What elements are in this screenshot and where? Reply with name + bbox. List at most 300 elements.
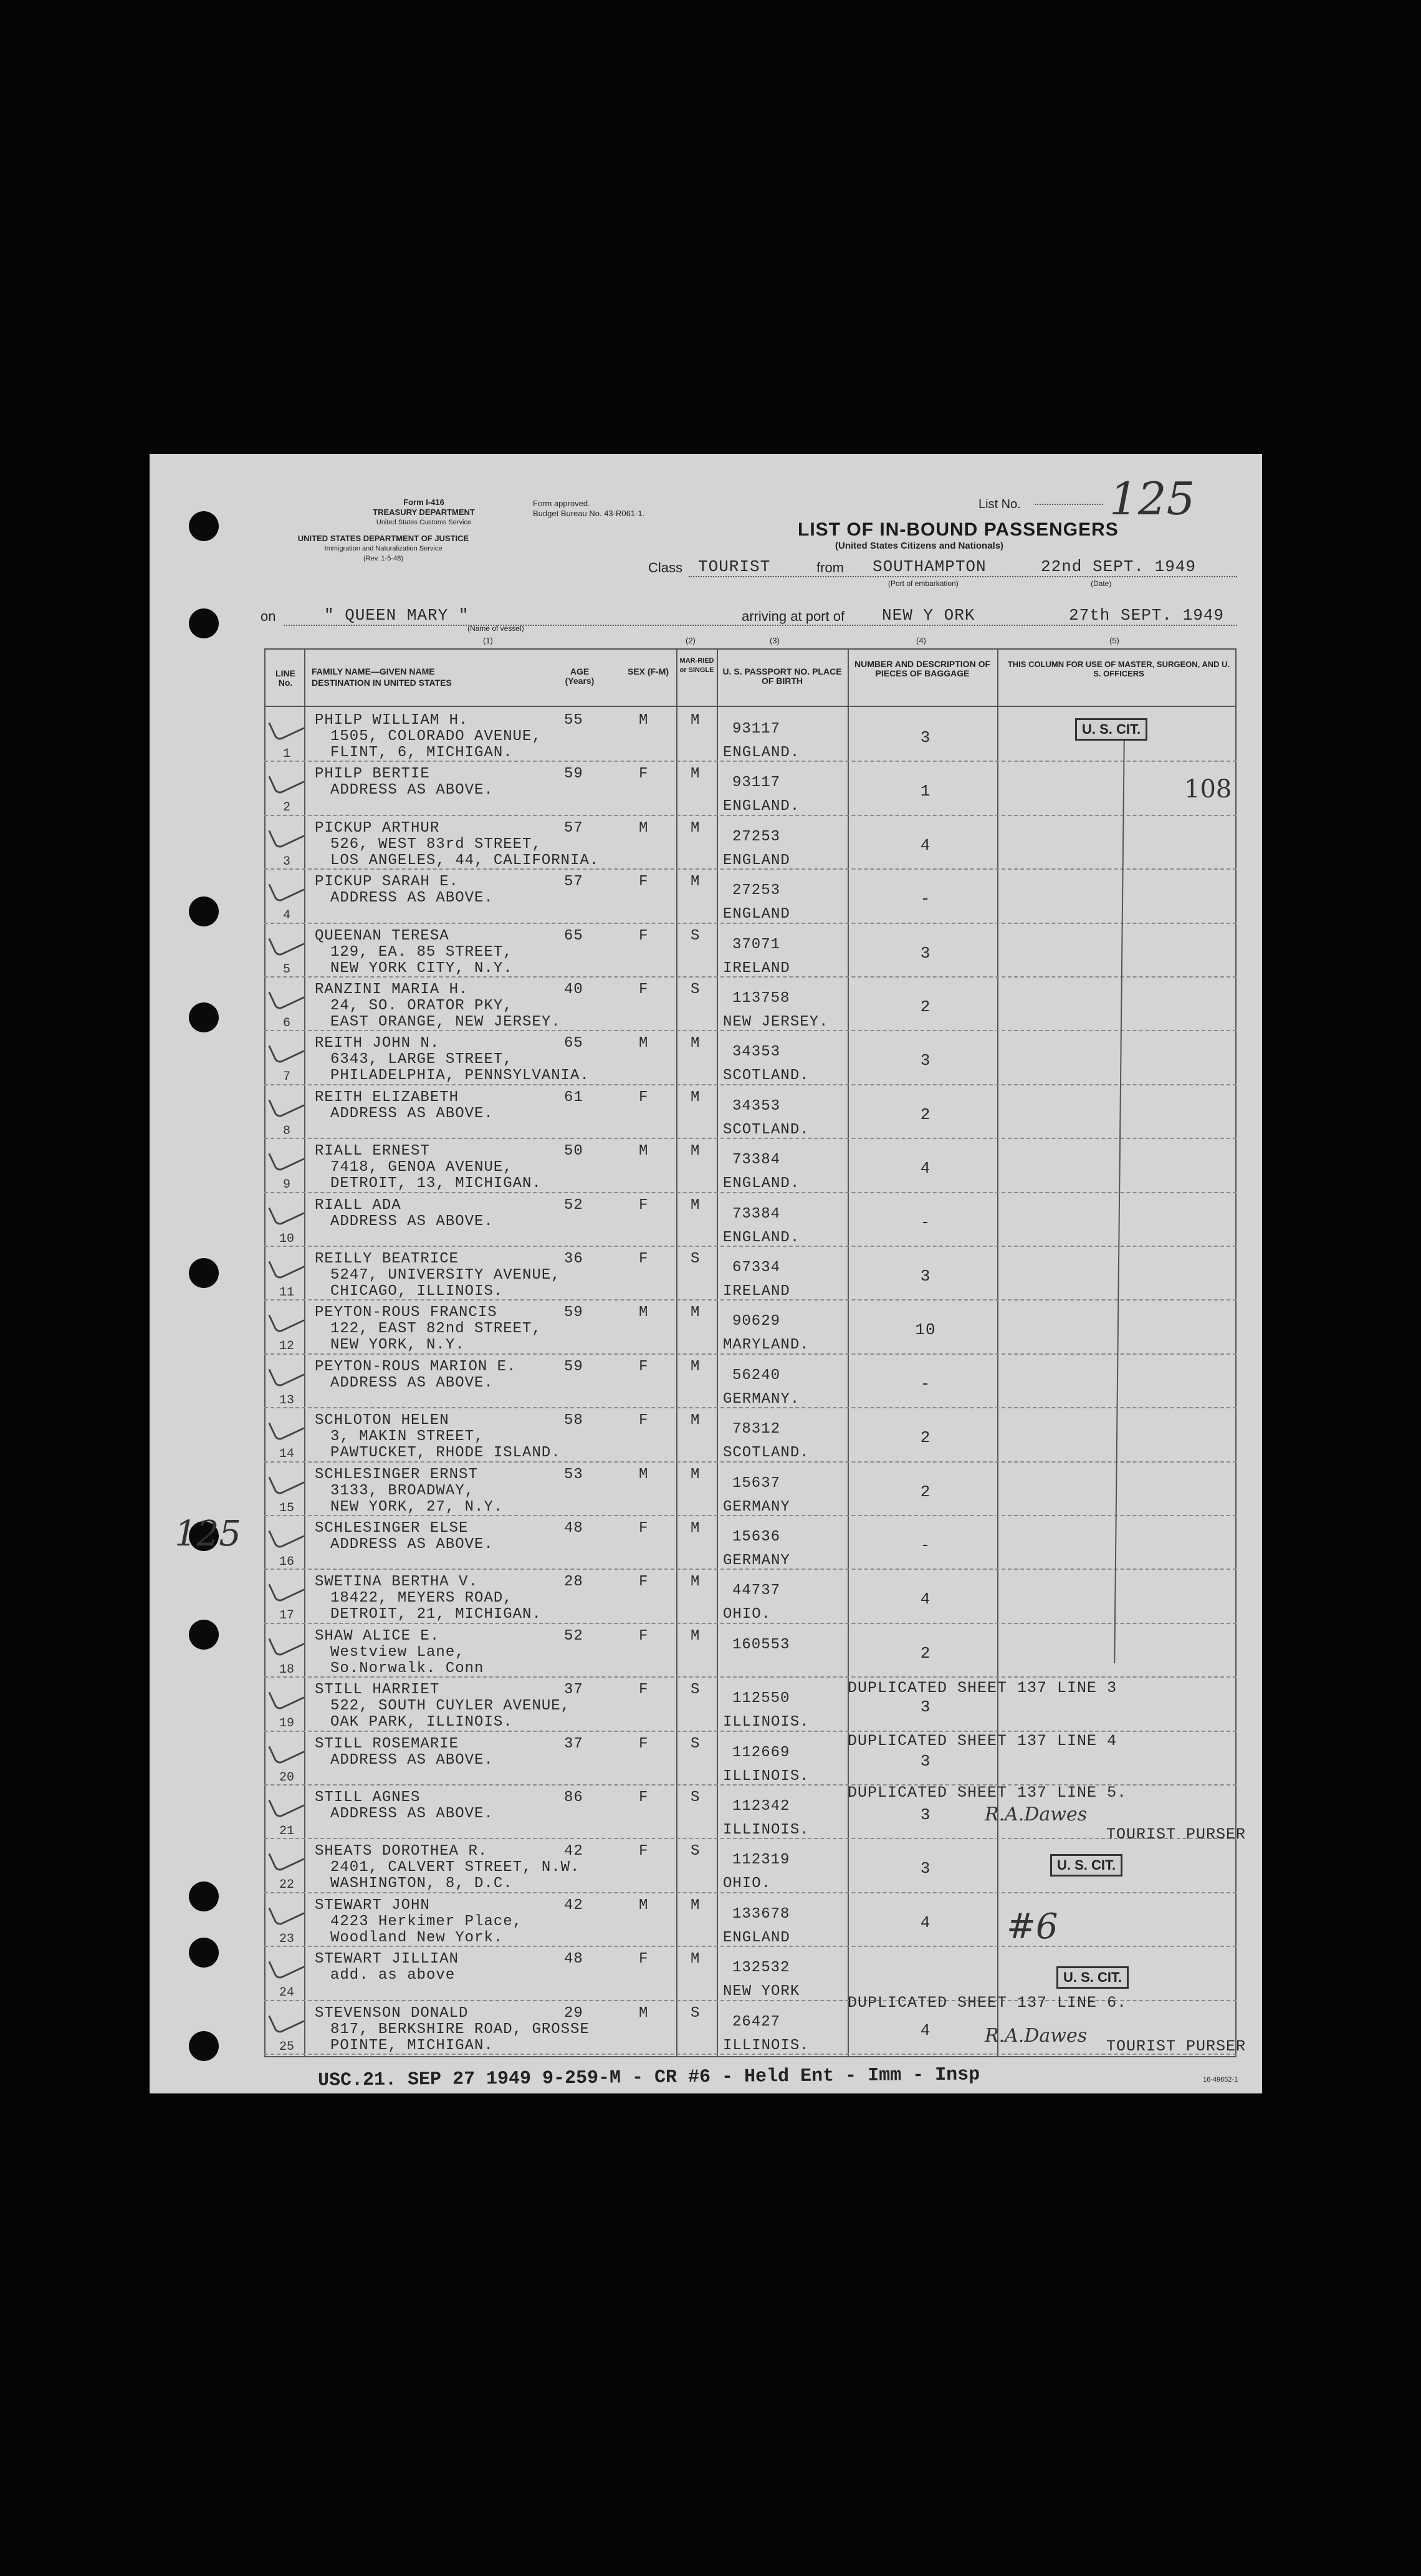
baggage-count: 4	[920, 1913, 931, 1932]
line-number: 6	[282, 1016, 290, 1031]
passenger-name: STILL AGNES	[315, 1789, 421, 1806]
destination-city: EAST ORANGE, NEW JERSEY.	[330, 1014, 561, 1031]
marital-status: M	[691, 1143, 701, 1160]
passenger-age: 65	[564, 1035, 583, 1052]
passenger-name: STEVENSON DONALD	[315, 2004, 469, 2022]
passenger-age: 86	[564, 1789, 583, 1806]
marital-status: M	[691, 1304, 701, 1322]
destination-address: 122, EAST 82nd STREET,	[330, 1320, 542, 1338]
line-number: 13	[279, 1393, 294, 1408]
destination-address: 7418, GENOA AVENUE,	[330, 1159, 513, 1176]
row-divider	[264, 976, 1237, 978]
destination-city: POINTE, MICHIGAN.	[330, 2037, 494, 2054]
col-sex: SEX (F-M)	[627, 666, 669, 676]
passenger-name: STILL HARRIET	[315, 1681, 440, 1699]
place-of-birth: ENGLAND.	[723, 1175, 800, 1193]
destination-city: PHILADELPHIA, PENNSYLVANIA.	[330, 1067, 590, 1085]
passenger-name: STILL ROSEMARIE	[315, 1735, 459, 1752]
class-label: Class	[648, 560, 683, 575]
line-number: 3	[282, 854, 290, 869]
duplicated-note: DUPLICATED SHEET 137 LINE 5.	[848, 1784, 1127, 1802]
passenger-name: SWETINA BERTHA V.	[315, 1574, 478, 1591]
punch-hole	[189, 1258, 219, 1288]
line-number: 12	[279, 1339, 294, 1354]
passport-number: 113758	[732, 990, 790, 1007]
duplicated-note: DUPLICATED SHEET 137 LINE 3	[848, 1679, 1117, 1697]
destination-address: add. as above	[330, 1967, 456, 1984]
baggage-count: -	[920, 1213, 931, 1232]
punch-hole	[189, 2031, 219, 2061]
destination-city: DETROIT, 13, MICHIGAN.	[330, 1175, 542, 1193]
list-no: 125	[1109, 473, 1195, 525]
row-divider	[264, 1138, 1237, 1139]
port-embark-caption: (Port of embarkation)	[888, 579, 959, 588]
punch-hole	[189, 1620, 219, 1650]
purser-title: TOURIST PURSER	[1106, 2037, 1246, 2055]
destination-address: 522, SOUTH CUYLER AVENUE,	[330, 1698, 571, 1715]
marital-status: M	[691, 1412, 701, 1430]
destination-address: ADDRESS AS ABOVE.	[330, 1213, 494, 1230]
signature: R.A.Dawes	[985, 2025, 1088, 2047]
baggage-count: 3	[920, 1051, 931, 1070]
passport-number: 93117	[732, 774, 781, 792]
passenger-age: 40	[564, 981, 583, 998]
row-divider	[264, 1838, 1237, 1839]
purser-title: TOURIST PURSER	[1106, 1825, 1246, 1843]
destination-address: 526, WEST 83rd STREET,	[330, 835, 542, 853]
line-number: 10	[279, 1231, 294, 1246]
col-officers: THIS COLUMN FOR USE OF MASTER, SURGEON, AND U. S. OFFICERS	[1007, 660, 1230, 678]
passport-number: 132532	[732, 1959, 790, 1977]
baggage-count: 2	[920, 1643, 931, 1663]
passport-number: 56240	[732, 1367, 781, 1384]
baggage-count: 4	[920, 1159, 931, 1178]
marital-status: M	[691, 1358, 701, 1375]
passenger-sex: F	[639, 1681, 649, 1699]
row-divider	[264, 1676, 1237, 1678]
baggage-count: -	[920, 1374, 931, 1393]
destination-address: 6343, LARGE STREET,	[330, 1051, 513, 1069]
passenger-name: PICKUP ARTHUR	[315, 819, 440, 837]
passport-number: 112342	[732, 1798, 790, 1815]
passenger-name: RIALL ADA	[315, 1196, 401, 1214]
passenger-sex: F	[639, 1574, 649, 1591]
from-label: from	[816, 560, 844, 575]
line-number: 18	[279, 1662, 294, 1677]
place-of-birth: ENGLAND.	[723, 1229, 800, 1246]
customs-service: United States Customs Service	[376, 519, 472, 526]
hand-mark: #6	[1007, 1906, 1058, 1947]
ins-title: Immigration and Naturalization Service	[324, 545, 443, 552]
passenger-name: PHILP WILLIAM H.	[315, 712, 469, 729]
doj-header	[252, 534, 514, 564]
col-age: AGE (Years)	[565, 666, 595, 686]
passenger-name: SHAW ALICE E.	[315, 1627, 440, 1645]
passport-number: 34353	[732, 1044, 781, 1061]
passenger-age: 59	[564, 1304, 583, 1322]
row-divider	[264, 1299, 1237, 1300]
line-number: 14	[279, 1447, 294, 1462]
row-divider	[264, 1623, 1237, 1624]
marital-status: S	[691, 1735, 701, 1752]
line-number: 17	[279, 1608, 294, 1623]
marital-status: M	[691, 1035, 701, 1052]
passenger-age: 36	[564, 1251, 583, 1267]
row-divider	[264, 923, 1237, 924]
passenger-sex: F	[639, 1089, 649, 1106]
marital-status: S	[691, 1843, 701, 1860]
passenger-name: RANZINI MARIA H.	[315, 981, 469, 998]
punch-hole	[189, 896, 219, 926]
destination-address: ADDRESS AS ABOVE.	[330, 1105, 494, 1122]
passport-number: 27253	[732, 882, 781, 900]
destination-address: 3, MAKIN STREET,	[330, 1428, 484, 1446]
passport-number: 67334	[732, 1259, 781, 1276]
margin-number: 125	[175, 1514, 241, 1554]
passport-number: 27253	[732, 828, 781, 845]
marital-status: S	[691, 2004, 701, 2022]
baggage-count: 2	[920, 1428, 931, 1448]
passport-number: 78312	[732, 1421, 781, 1438]
passenger-name: PHILP BERTIE	[315, 766, 430, 783]
passenger-name: STEWART JOHN	[315, 1896, 430, 1914]
passenger-age: 42	[564, 1896, 583, 1914]
row-divider	[264, 1084, 1237, 1085]
passenger-sex: M	[639, 1304, 649, 1322]
destination-address: ADDRESS AS ABOVE.	[330, 1751, 494, 1769]
baggage-count: 1	[920, 782, 931, 801]
vessel-name: " QUEEN MARY "	[324, 606, 469, 625]
place-of-birth: ILLINOIS.	[723, 1822, 810, 1838]
marital-status: M	[691, 1627, 701, 1645]
marital-status: S	[691, 981, 701, 998]
passport-number: 160553	[732, 1636, 790, 1653]
place-of-birth: GERMANY	[723, 1498, 790, 1516]
destination-address: 817, BERKSHIRE ROAD, GROSSE	[330, 2021, 590, 2038]
passport-number: 112319	[732, 1852, 790, 1869]
place-of-birth: ENGLAND.	[723, 798, 800, 815]
passenger-sex: F	[639, 1951, 649, 1968]
destination-city: NEW YORK, N.Y.	[330, 1337, 465, 1354]
passenger-name: SHEATS DOROTHEA R.	[315, 1843, 488, 1860]
line-number: 21	[279, 1824, 294, 1838]
baggage-count: 4	[920, 835, 931, 855]
destination-city: LOS ANGELES, 44, CALIFORNIA.	[330, 852, 600, 869]
place-of-birth: NEW JERSEY.	[723, 1014, 829, 1031]
place-of-birth: SCOTLAND.	[723, 1121, 810, 1138]
line-number: 2	[282, 800, 290, 815]
us-cit-stamp: U. S. CIT.	[1075, 718, 1147, 741]
destination-address: Westview Lane,	[330, 1643, 465, 1661]
duplicated-note: DUPLICATED SHEET 137 LINE 4	[848, 1732, 1117, 1750]
footer-stamp: USC.21. SEP 27 1949 9-259-M - CR #6 - Held Ent - Imm - Insp	[317, 2064, 980, 2092]
baggage-count: 2	[920, 997, 931, 1016]
passenger-sex: F	[639, 927, 649, 944]
passenger-sex: M	[639, 1035, 649, 1052]
col-baggage: NUMBER AND DESCRIPTION OF PIECES OF BAGGAGE	[854, 659, 991, 678]
passenger-age: 52	[564, 1196, 583, 1214]
row-divider	[264, 1407, 1237, 1408]
line-number: 16	[279, 1555, 294, 1569]
destination-address: ADDRESS AS ABOVE.	[330, 1805, 494, 1822]
place-of-birth: ILLINOIS.	[723, 1714, 810, 1731]
line-number: 20	[279, 1770, 294, 1785]
on-label: on	[261, 608, 276, 624]
marital-status: M	[691, 1196, 701, 1214]
passenger-age: 59	[564, 766, 583, 783]
baggage-count: 3	[920, 1859, 931, 1878]
marital-status: M	[691, 766, 701, 783]
revision: (Rev. 1-5-48)	[363, 555, 403, 562]
row-divider	[264, 1461, 1237, 1463]
form-header-left	[355, 497, 492, 527]
row-divider	[264, 2054, 1237, 2055]
passenger-sex: F	[639, 1627, 649, 1645]
place-of-birth: GERMANY	[723, 1552, 790, 1569]
passenger-age: 42	[564, 1843, 583, 1860]
passenger-sex: F	[639, 1789, 649, 1806]
place-of-birth: GERMANY.	[723, 1390, 800, 1408]
line-number: 25	[279, 2039, 294, 2054]
baggage-count: 3	[920, 1267, 931, 1286]
baggage-count: 3	[920, 1698, 931, 1717]
passenger-name: PEYTON-ROUS FRANCIS	[315, 1304, 497, 1322]
place-of-birth: ENGLAND	[723, 852, 790, 869]
line-number: 5	[282, 962, 290, 977]
passport-number: 15637	[732, 1474, 781, 1492]
destination-address: 2401, CALVERT STREET, N.W.	[330, 1859, 580, 1877]
punch-hole	[189, 608, 219, 638]
row-divider	[264, 815, 1237, 816]
line-number: 23	[279, 1931, 294, 1946]
col-name: FAMILY NAME—GIVEN NAME	[312, 666, 435, 676]
passenger-age: 29	[564, 2004, 583, 2022]
destination-address: 1505, COLORADO AVENUE,	[330, 728, 542, 745]
passport-number: 133678	[732, 1905, 790, 1923]
passenger-age: 53	[564, 1466, 583, 1483]
place-of-birth: SCOTLAND.	[723, 1067, 810, 1085]
passenger-age: 48	[564, 1951, 583, 1968]
destination-address: 3133, BROADWAY,	[330, 1482, 475, 1499]
list-no-label: List No.	[978, 497, 1021, 511]
col5-number: 108	[1184, 775, 1232, 804]
page-title: LIST OF IN-BOUND PASSENGERS	[798, 519, 1119, 540]
baggage-count: 3	[920, 943, 931, 963]
passenger-age: 52	[564, 1627, 583, 1645]
passenger-sex: M	[639, 2004, 649, 2022]
place-of-birth: ILLINOIS.	[723, 2037, 810, 2054]
place-of-birth: ENGLAND	[723, 1929, 790, 1946]
passport-number: 26427	[732, 2013, 781, 2031]
passenger-sex: F	[639, 1358, 649, 1375]
marital-status: M	[691, 819, 701, 837]
arrival-date: 27th SEPT. 1949	[1069, 606, 1225, 625]
marital-status: S	[691, 927, 701, 944]
passport-number: 34353	[732, 1097, 781, 1115]
destination-address: 5247, UNIVERSITY AVENUE,	[330, 1267, 561, 1284]
port-embarkation: SOUTHAMPTON	[873, 557, 987, 576]
baggage-count: 2	[920, 1105, 931, 1124]
col-num-4: (4)	[916, 636, 926, 645]
marital-status: M	[691, 712, 701, 729]
passenger-age: 55	[564, 712, 583, 729]
line-number: 1	[282, 747, 290, 761]
passenger-name: REILLY BEATRICE	[315, 1251, 459, 1267]
destination-address: ADDRESS AS ABOVE.	[330, 1536, 494, 1553]
col-married: MAR-RIED or SINGLE	[679, 657, 714, 674]
marital-status: S	[691, 1789, 701, 1806]
row-divider	[264, 761, 1237, 762]
destination-address: ADDRESS AS ABOVE.	[330, 782, 494, 799]
passenger-name: REITH JOHN N.	[315, 1035, 440, 1052]
passenger-age: 61	[564, 1089, 583, 1106]
baggage-count: -	[920, 1536, 931, 1555]
passenger-name: STEWART JILLIAN	[315, 1951, 459, 1968]
place-of-birth: IRELAND	[723, 959, 790, 977]
destination-city: CHICAGO, ILLINOIS.	[330, 1283, 504, 1300]
passenger-sex: F	[639, 1412, 649, 1430]
line-number: 19	[279, 1716, 294, 1731]
passenger-sex: M	[639, 712, 649, 729]
passport-number: 44737	[732, 1582, 781, 1600]
passport-number: 73384	[732, 1205, 781, 1223]
destination-address: 24, SO. ORATOR PKY,	[330, 997, 513, 1014]
passenger-age: 57	[564, 873, 583, 891]
doj-title: UNITED STATES DEPARTMENT OF JUSTICE	[297, 534, 469, 543]
row-divider	[264, 1569, 1237, 1570]
passenger-age: 59	[564, 1358, 583, 1375]
place-of-birth: NEW YORK	[723, 1983, 800, 2001]
line-number: 9	[282, 1178, 290, 1193]
row-divider	[264, 1030, 1237, 1031]
line-number: 15	[279, 1501, 294, 1516]
page-subtitle: (United States Citizens and Nationals)	[835, 541, 1004, 551]
line-number: 11	[279, 1286, 294, 1300]
punch-hole	[189, 1002, 219, 1032]
class-value: TOURIST	[698, 557, 771, 576]
vessel-caption: (Name of vessel)	[467, 624, 524, 633]
marital-status: M	[691, 873, 701, 891]
passenger-name: REITH ELIZABETH	[315, 1089, 459, 1106]
baggage-count: 3	[920, 1805, 931, 1824]
place-of-birth: OHIO.	[723, 1606, 772, 1623]
row-divider	[264, 868, 1237, 870]
budget-bureau: Budget Bureau No. 43-R061-1.	[533, 509, 645, 518]
line-number: 8	[282, 1123, 290, 1138]
sail-date: 22nd SEPT. 1949	[1041, 557, 1197, 576]
arrival-port: NEW Y ORK	[882, 606, 975, 625]
passport-number: 15636	[732, 1529, 781, 1545]
destination-city: OAK PARK, ILLINOIS.	[330, 1714, 513, 1731]
marital-status: M	[691, 1951, 701, 1968]
passenger-name: SCHLESINGER ELSE	[315, 1520, 469, 1537]
col-destination: DESTINATION IN UNITED STATES	[312, 678, 452, 688]
passenger-sex: F	[639, 873, 649, 891]
destination-address: ADDRESS AS ABOVE.	[330, 890, 494, 907]
punch-hole	[189, 1882, 219, 1911]
line-number: 24	[279, 1986, 294, 2001]
budget-block	[533, 499, 644, 519]
marital-status: M	[691, 1466, 701, 1483]
passenger-name: QUEENAN TERESA	[315, 927, 449, 944]
manifest-sheet	[150, 454, 1262, 2093]
signature: R.A.Dawes	[985, 1804, 1088, 1825]
us-cit-stamp: U. S. CIT.	[1050, 1854, 1122, 1877]
col-passport: U. S. PASSPORT NO. PLACE OF BIRTH	[722, 666, 842, 686]
passenger-age: 58	[564, 1412, 583, 1430]
passenger-sex: F	[639, 1520, 649, 1537]
passenger-sex: F	[639, 1843, 649, 1860]
col-num-1: (1)	[483, 636, 493, 645]
destination-city: NEW YORK, 27, N.Y.	[330, 1498, 504, 1516]
passenger-sex: F	[639, 1251, 649, 1267]
passport-number: 90629	[732, 1313, 781, 1330]
marital-status: M	[691, 1520, 701, 1537]
passenger-sex: F	[639, 766, 649, 783]
destination-city: So.Norwalk. Conn	[330, 1660, 484, 1677]
baggage-count: 2	[920, 1482, 931, 1501]
duplicated-note: DUPLICATED SHEET 137 LINE 6.	[848, 1994, 1127, 2012]
destination-city: FLINT, 6, MICHIGAN.	[330, 744, 513, 761]
form-number: Form I-416	[403, 497, 444, 507]
place-of-birth: MARYLAND.	[723, 1337, 810, 1354]
marital-status: S	[691, 1251, 701, 1267]
baggage-count: 3	[920, 1751, 931, 1771]
passport-number: 37071	[732, 936, 781, 953]
place-of-birth: ILLINOIS.	[723, 1767, 810, 1785]
col-line-no: LINE No.	[275, 668, 295, 688]
punch-hole	[189, 1938, 219, 1968]
col-num-2: (2)	[686, 636, 696, 645]
destination-address: 129, EA. 85 STREET,	[330, 943, 513, 961]
punch-hole	[189, 511, 219, 541]
marital-status: M	[691, 1574, 701, 1591]
destination-address: 4223 Herkimer Place,	[330, 1913, 523, 1930]
place-of-birth: OHIO.	[723, 1875, 772, 1893]
passenger-age: 48	[564, 1520, 583, 1537]
passenger-sex: F	[639, 1735, 649, 1752]
baggage-count: -	[920, 890, 931, 909]
place-of-birth: SCOTLAND.	[723, 1444, 810, 1462]
marital-status: M	[691, 1089, 701, 1106]
passport-number: 93117	[732, 721, 781, 738]
place-of-birth: ENGLAND	[723, 906, 790, 923]
passport-number: 112550	[732, 1690, 790, 1708]
destination-city: DETROIT, 21, MICHIGAN.	[330, 1606, 542, 1623]
row-divider	[264, 1892, 1237, 1893]
passenger-sex: M	[639, 819, 649, 837]
passenger-sex: M	[639, 1143, 649, 1160]
passenger-age: 28	[564, 1574, 583, 1591]
passenger-age: 50	[564, 1143, 583, 1160]
destination-city: Woodland New York.	[330, 1929, 504, 1946]
passenger-name: SCHLESINGER ERNST	[315, 1466, 478, 1483]
passenger-name: PEYTON-ROUS MARION E.	[315, 1358, 517, 1375]
passenger-name: SCHLOTON HELEN	[315, 1412, 449, 1430]
date-caption: (Date)	[1091, 579, 1112, 588]
us-cit-stamp: U. S. CIT.	[1056, 1966, 1129, 1989]
col-num-3: (3)	[770, 636, 780, 645]
line-number: 4	[282, 908, 290, 923]
passenger-sex: M	[639, 1466, 649, 1483]
form-approval: Form approved.	[533, 499, 590, 508]
passenger-age: 37	[564, 1735, 583, 1752]
form-print-code: 16-49652-1	[1203, 2076, 1238, 2083]
passenger-age: 65	[564, 927, 583, 944]
row-divider	[264, 1246, 1237, 1247]
passenger-sex: F	[639, 981, 649, 998]
passport-number: 112669	[732, 1744, 790, 1761]
